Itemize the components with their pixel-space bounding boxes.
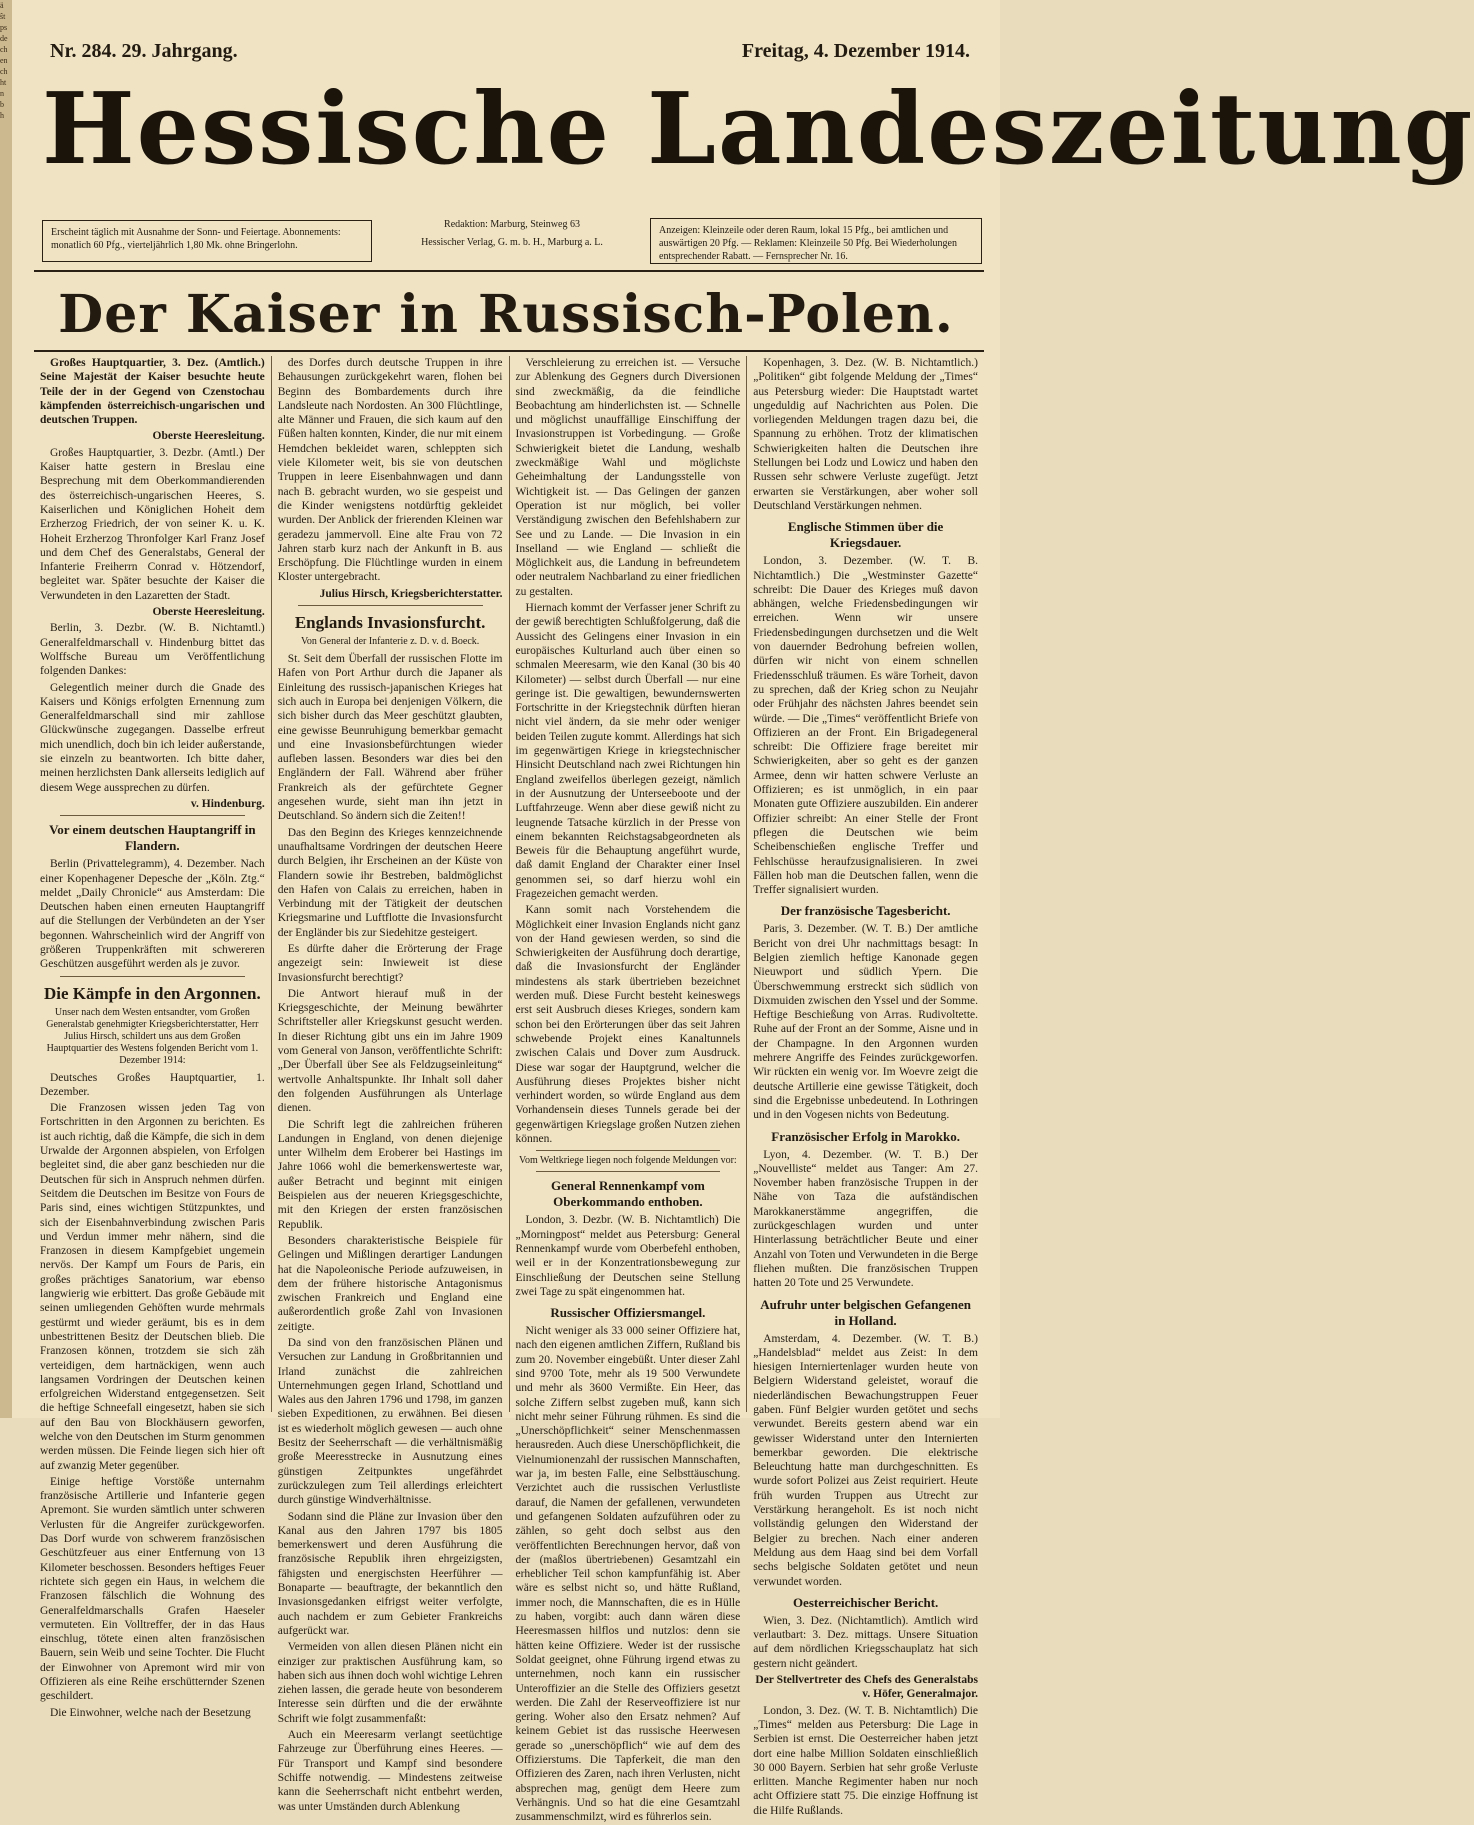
binding-edge	[0, 0, 12, 1418]
article-paragraph: Deutsches Großes Hauptquartier, 1. Dezember.	[40, 1071, 265, 1098]
article-paragraph: Vermeiden von allen diesen Plänen nicht ein einziger zur praktischen Ausführung kam, so haben sich aus ihnen doch wohl wichtige Lehren ziehen lassen, die gerade heute von besonderem Interesse sein dürften und die der erwähnte Schrift wie folgt zusammenfaßt:	[277, 1641, 503, 1725]
article-paragraph: Berlin (Privattelegramm), 4. Dezember. Nach einer Kopenhagener Depesche der „Köln. Ztg.“ meldet „Daily Chronicle“ aus Amsterdam: Die Deutschen haben einen erneuten Hauptangriff auf die Stellungen der Verbündeten an der Yser begonnen. Wahrscheinlich wird der Angriff von größeren Truppenkräften mit schwereren Geschützen ausgeführt werden als je zuvor.	[40, 858, 265, 971]
divider	[60, 976, 245, 977]
binding-fragment: de	[0, 34, 8, 43]
article-columns	[34, 356, 984, 1824]
binding-fragment: en	[0, 56, 8, 65]
article-paragraph: London, 3. Dezember. (W. T. B. Nichtamtlich.) Die „Westminster Gazette“ schreibt: Die Dauer des Krieges muß davon abhängen, welche Friedensbedingungen wir erreichen. Wenn wir unsere Friedensbedingungen durchsetzen und die Welt von dauernder Bedrohung befreien wollen, dürfen wir nicht von einem schnellen Friedensschluß träumen. Es wäre Torheit, davon zu sprechen, daß der Krieg schon zu Neujahr oder Frühjahr des nächsten Jahres beendet sein würde. — Die „Times“ veröffentlicht Briefe von Offizieren an der Front. Ein Brigadegeneral schreibt: Die Offiziere frage bereitet mir Schwierigkeiten, aber so geht es der ganzen Armee, denn wir hatten schwere Verluste an Offizieren; es ist unmöglich, in ein paar Monaten gute Offiziere auszubilden. Ein anderer Offizier schreibt: An einer Stelle der Front pflegen die Deutschen wie beim Scheibenschießen englische Treffer und Fehlschüsse heraufzusignalisieren. In zwei Fällen hob man die Deutschen fallen, wenn die Treffer signalisiert wurden.	[753, 555, 978, 897]
binding-fragment: ht	[0, 78, 7, 87]
top-divider	[34, 270, 984, 272]
section-heading: Aufruhr unter belgischen Gefangenen in Holland.	[760, 1296, 972, 1328]
column-2	[271, 356, 509, 1813]
signature: Der Stellvertreter des Chefs des Generalstabs v. Höfer, Generalmajor.	[755, 1674, 978, 1701]
divider	[298, 605, 483, 606]
article-paragraph: Da sind von den französischen Plänen und Versuchen zur Landung in Großbritannien und Irland zunächst die zahlreichen Unternehmungen gegen Irland, Schottland und Wales aus den Jahren 1796 und 1798, im ganzen sieben Expeditionen, zu erwähnen. Bei diesen ist es wiederholt möglich gewesen — auch ohne Besitz der Seeherrschaft — die verhältnismäßig große Meeresstrecke in Ausnutzung eines günstigen Zeitpunktes ungefährdet zurückzulegen zum Teil allerdings erleichtert durch günstige Windverhältnisse.	[277, 1337, 503, 1507]
subscription-info: Erscheint täglich mit Ausnahme der Sonn- und Feiertage. Abonnements: monatlich 60 Pfg., vierteljährlich 1,80 Mk. ohne Bringerlohn.	[42, 220, 372, 262]
article-paragraph: Auch ein Meeresarm verlangt seetüchtige Fahrzeuge zur Überführung eines Heeres. — Für Transport und Kampf sind besondere Schiffe notwendig. — Mindestens zeitweise kann die Seeherrschaft nicht entbehrt werden, was unter Umständen durch Ablenkung	[277, 1729, 503, 1813]
binding-fragment: ä	[0, 1, 4, 10]
article-paragraph: St. Seit dem Überfall der russischen Flotte im Hafen von Port Arthur durch die Japaner als Einleitung des russisch-japanischen Krieges hat sich auch in Europa bei denjenigen Völkern, die sich bisher durch das Meer geschützt glaubten, eine gewisse Beunruhigung bemerkbar gemacht und eine Invasionsbefürchtungen wieder aufleben lassen. Besonders war dies bei den Engländern der Fall. Während aber früher Frankreich als der gefürchtete Gegner angesehen wurde, sieht man ihn jetzt in Deutschland. So ändern sich die Zeiten!!	[277, 653, 503, 823]
article-paragraph: Großes Hauptquartier, 3. Dezbr. (Amtl.) Der Kaiser hatte gestern in Breslau eine Besprechung mit dem Oberkommandierenden des österreichisch-ungarischen Heeres, S. Kaiserlichen und Königlichen Hoheit dem Erzherzog Friedrich, der von seiner K. u. K. Hoheit Erzherzog Thronfolger Karl Franz Josef und dem Chef des Generalstabs, General der Infanterie Freiherrn Conrad v. Hötzendorf, begleitet war. Später besuchte der Kaiser die Verwundeten in den Lazaretten der Stadt.	[40, 446, 265, 602]
column-1	[34, 356, 271, 1719]
article-paragraph: Die Franzosen wissen jeden Tag von Fortschritten in den Argonnen zu berichten. Es ist auch richtig, daß die Kämpfe, die sich in dem Urwalde der Argonnen abspielen, von Erfolgen begleitet sind, die aber ganz beschieden nur die Deutschen für sich in Anspruch nehmen dürfen. Seitdem die Deutschen im Besitze von Fours de Paris sind, eines wichtigen Stützpunktes, und sich der Eisenbahnverbindung zwischen Paris und Verdun immer mehr nähern, sind die Franzosen in diesem Kampfgebiet ungemein nervös. Der Kampf um Fours de Paris, ein großes prächtiges Sanatorium, war ebenso langwierig wie erbittert. Das große Gebäude mit seinen umliegenden Gehöften wurde mehrmals gestürmt und wieder geräumt, bis es in dem unbestrittenen Besitz der Deutschen blieb. Die Franzosen können, trotzdem sie sich zäh verteidigen, dem hartnäckigen, wenn auch langsamen Vordringen der Deutschen keinen erfolgreichen Widerstand entgegensetzen. Seit die heftige Schneefall eingesetzt, haben sie sich auf den Bau von Blockhäusern geworfen, welche von den Deutschen im Sturm genommen werden müssen. Die Feinde liegen sich hier oft auf zwanzig Meter gegenüber.	[40, 1102, 265, 1472]
article-paragraph: Amsterdam, 4. Dezember. (W. T. B.) „Handelsblad“ meldet aus Zeist: In dem hiesigen Interniertenlager wurden heute von Belgiern Widerstand geleistet, worauf die niederländischen Bewachungstruppen Feuer gaben. Fünf Belgier wurden getötet und sechs verwundet. Bereits gestern abend war ein gewisser Widerstand unter den Internierten bemerkbar geworden. Die elektrische Beleuchtung hatte man durchgeschnitten. Es wurde sofort Polizei aus Zeist requiriert. Heute früh wurden Truppen aus Utrecht zur Verstärkung herangeholt. Es ist noch nicht vollständig gelungen den Widerstand der Belgier zu brechen. Nach einer anderen Meldung aus dem Haag sind bei dem Vorfall sechs belgische Soldaten getötet und neun verwundet worden.	[753, 1332, 978, 1588]
advertising-info: Anzeigen: Kleinzeile oder deren Raum, lokal 15 Pfg., bei amtlichen und auswärtigen 20 Pfg. — Reklamen: Kleinzeile 50 Pfg. Bei Wiederholungen entsprechender Rabatt. — Fernsprecher Nr. 16.	[650, 218, 982, 264]
signature: Oberste Heeresleitung.	[152, 606, 265, 619]
column-4	[746, 356, 984, 1817]
article-paragraph: Die Einwohner, welche nach der Besetzung	[50, 1706, 251, 1719]
divider	[60, 815, 245, 816]
article-paragraph: Berlin, 3. Dezbr. (W. B. Nichtamtl.) Generalfeldmarschall v. Hindenburg bittet das Wolffsche Bureau um Veröffentlichung folgenden Dankes:	[40, 622, 265, 678]
binding-fragment: ps	[0, 23, 8, 32]
binding-fragment: n	[0, 89, 4, 98]
section-subtitle: Unser nach dem Westen entsandter, vom Großen Generalstab genehmigter Kriegsberichterstatter, Herr Julius Hirsch, schildert uns aus dem Großen Hauptquartier des Westens folgenden Bericht vom 1. Dezember 1914:	[46, 1006, 259, 1066]
issue-line	[50, 40, 970, 63]
section-heading: Französischer Erfolg in Marokko.	[771, 1128, 960, 1144]
editorial-info	[392, 216, 632, 252]
section-heading: Oesterreichischer Bericht.	[792, 1594, 939, 1610]
article-paragraph: Paris, 3. Dezember. (W. T. B.) Der amtliche Bericht von drei Uhr nachmittags besagt: In Belgien ziemlich heftige Kanonade gegen Nieuwport und südlich Ypern. Die Überschwemmung erstreckt sich südlich von Dixmuiden zwischen den Yssel und der Somme. Heftige Beschießung von Arras. Rudivoltette. Ruhe auf der Front an der Somme, Aisne und in der Champagne. In den Argonnen wurden mehrere Angriffe des Feindes zurückgeworfen. Wir rückten ein wenig vor. Im Woevre zeigt die deutsche Artillerie eine gewisse Tätigkeit, doch sind die Ergebnisse unbedeutend. In Lothringen und in den Vogesen nichts von Bedeutung.	[753, 923, 978, 1122]
binding-fragment: ch	[0, 45, 8, 54]
article-paragraph: Es dürfte daher die Erörterung der Frage angezeigt sein: Inwieweit ist diese Invasionsfurcht berechtigt?	[277, 942, 503, 984]
signature: Oberste Heeresleitung.	[152, 430, 265, 443]
article-paragraph: Wien, 3. Dez. (Nichtamtlich). Amtlich wird verlautbart: 3. Dez. mittags. Unsere Situation auf dem nördlichen Kriegsschauplatz hat sich gestern nicht geändert.	[753, 1614, 978, 1670]
section-heading: Russischer Offiziersmangel.	[550, 1305, 706, 1321]
section-heading: Vor einem deutschen Hauptangriff in Flandern.	[49, 822, 256, 854]
article-paragraph: Hiernach kommt der Verfasser jener Schrift zu der gewiß berechtigten Schlußfolgerung, daß die Aussicht des Gelingens einer Invasion in ein europäisches Kulturland auch über einen so schmalen Meeresarm, wie den Kanal (30 bis 40 Kilometer) — selbst durch Überfall — nur eine geringe ist. Die gewaltigen, bewundernswerten Fortschritte in der Kriegstechnik dürften hieran nicht viel ändern, da sie mehr oder weniger beiden Teilen zugute kommt. Allerdings hat sich im gegenwärtigen Kriege in kriegstechnischer Hinsicht Deutschland nach zwei Richtungen hin England zweifellos überlegen gezeigt, nämlich in der Ausnutzung der Unterseeboote und der Luftfahrzeuge. Wenn aber diese gewiß nicht zu leugnende Tatsache kürzlich in der Presse von einem bekannten Reichstagsabgeordneten als Beweis für die Behauptung angeführt wurde, daß damit England der Charakter einer Insel genommen sei, so darf hierzu wohl ein Fragezeichen gemacht werden.	[515, 602, 741, 900]
article-paragraph: Das den Beginn des Krieges kennzeichnende unaufhaltsame Vordringen der deutschen Heere durch Belgien, ihr Erscheinen an der Küste von Flandern sowie ihr Bestreben, baldmöglichst den Hafen von Calais zu erreichen, haben in Verbindung mit der Tätigkeit der deutschen Kriegsmarine und Luftflotte die Invasionsfurcht der Engländer bis zur Siedehitze gesteigert.	[277, 826, 503, 939]
article-paragraph: Sodann sind die Pläne zur Invasion über den Kanal aus den Jahren 1797 bis 1805 bemerkenswert und deren Ausführung die französische Republik ihren ehrgeizigsten, fähigsten und energischsten Heerführer — Bonaparte — beauftragte, der bekanntlich den Invasionsgedanken eifrigst weiter verfolgte, auch nachdem er zum Gebieter Frankreichs aufgerückt war.	[277, 1510, 503, 1637]
article-paragraph: Verschleierung zu erreichen ist. — Versuche zur Ablenkung des Gegners durch Diversionen sind zweckmäßig, da die feindliche Beobachtung am hinderlichsten ist. — Schnelle und möglichst unauffällige Einschiffung der Invasionstruppen ist Vorbedingung. — Große Schwierigkeit bietet die Landung, weshalb zweckmäßige Wahl und möglichste Geheimhaltung der Landungsstelle von Wichtigkeit ist. — Das Gelingen der ganzen Operation ist nur möglich, bei voller Verständigung zwischen den Befehlshabern zur See und zu Lande. — Die Invasion in ein Inselland — wie England — schließt die Möglichkeit aus, die Landung in befreundetem oder neutralem Nachbarland zu einer friedlichen zu gestalten.	[515, 357, 741, 598]
article-paragraph: Kann somit nach Vorstehendem die Möglichkeit einer Invasion Englands nicht ganz von der Hand gewiesen werden, so sind die Schwierigkeiten der Ausführung doch derartige, daß die Invasionsfurcht der Engländer mindestens als stark übertrieben bezeichnet werden muß. Diese Furcht besteht keineswegs erst seit Ausbruch dieses Krieges, sondern kam schon bei den Erörterungen über das seit Jahren schwebende Projekt eines Kanaltunnels zwischen Calais und Dover zum Ausdruck. Diese war sogar der Hauptgrund, welcher die Ausführung dieses Projektes bisher nicht verhindert worden, so würde England aus dem Vorhandensein dieses Tunnels gerade bei der gegenwärtigen Kriegslage großen Nutzen ziehen können.	[515, 904, 741, 1146]
article-paragraph: Großes Hauptquartier, 3. Dez. (Amtlich.) Seine Majestät der Kaiser besuchte heute Teile der in der Gegend von Czenstochau kämpfenden österreichisch-ungarischen und deutschen Truppen.	[40, 357, 265, 427]
publisher-address: Hessischer Verlag, G. m. b. H., Marburg a. L.	[421, 237, 603, 248]
newspaper-page	[12, 0, 1474, 1824]
article-paragraph: Kopenhagen, 3. Dez. (W. B. Nichtamtlich.) „Politiken“ gibt folgende Meldung der „Times“ aus Petersburg wieder: Die Hauptstadt wartet ungeduldig auf Nachrichten aus Polen. Die vorliegenden Meldungen tragen dazu bei, die Spannung zu erhöhen. Trotz der klimatischen Schwierigkeiten halten die Deutschen ihre Stellungen bei Lodz und Lowicz und haben den Russen sehr schwere Verluste zugefügt. Jetzt erwarten sie Verstärkungen, aber woher soll Deutschland Verstärkungen nehmen.	[753, 357, 978, 512]
signature: Julius Hirsch, Kriegsberichterstatter.	[319, 587, 503, 600]
section-heading: Englands Invasionsfurcht.	[294, 613, 486, 633]
section-subtitle: Von General der Infanterie z. D. v. d. Boeck.	[300, 636, 480, 648]
section-heading: General Rennenkampf vom Oberkommando enthoben.	[550, 1178, 705, 1210]
divider	[536, 1150, 721, 1151]
info-bar	[32, 212, 982, 268]
editorial-address: Redaktion: Marburg, Steinweg 63	[444, 219, 580, 230]
divider	[536, 1171, 721, 1172]
binding-fragment: h	[0, 111, 4, 120]
section-heading: Die Kämpfe in den Argonnen.	[43, 983, 261, 1003]
section-heading: Der französische Tagesbericht.	[780, 903, 951, 919]
main-headline: Der Kaiser in Russisch-Polen.	[58, 284, 954, 345]
article-paragraph: des Dorfes durch deutsche Truppen in ihre Behausungen zurückgekehrt waren, flohen bei Beginn des Bombardements durch ihre Landsleute nach Nordosten. An 300 Flüchtlinge, alte Männer und Frauen, die sich kaum auf den Füßen halten konnten, Kinder, die nur mit einem Hemdchen bekleidet waren, schleppten sich viele Kilometer weit, bis sie von deutschen Truppen in leere Eisenbahnwagen und dann nach B. gebracht wurden, wo sie gespeist und die Kinder wenigstens notdürftig gekleidet wurden. Der Anblick der frierenden Kleinen war geradezu jammervoll. Eine alte Frau von 72 Jahren starb kurz nach der Ankunft in B. aus Erschöpfung. Die Flüchtlinge wurden in einem Kloster untergebracht.	[277, 357, 503, 584]
binding-fragment: ch	[0, 67, 8, 76]
article-paragraph: Die Antwort hierauf muß in der Kriegsgeschichte, der Meinung bewährter Schriftsteller aller Kriegskunst gesucht werden. In dieser Richtung gibt uns ein im Jahre 1909 vom General von Janson, veröffentlichte Schrift: „Der Überfall über See als Feldzugseinleitung“ wertvolle Anhaltspunkte. Ihr Inhalt soll daher den folgenden Ausführungen als Unterlage dienen.	[277, 987, 503, 1115]
article-paragraph: London, 3. Dezbr. (W. B. Nichtamtlich) Die „Morningpost“ meldet aus Petersburg: General Rennenkampf wurde vom Oberbefehl enthoben, weil er in der Konzentrationsbewegung zur Einschließung der Deutschen seine Stellung zwei Tage zu spät eingenommen hat.	[515, 1214, 741, 1298]
binding-fragment: ŝt	[0, 12, 6, 21]
article-paragraph: Besonders charakteristische Beispiele für Gelingen und Mißlingen derartiger Landungen hat die Napoleonische Periode aufzuweisen, in dem der frühere historische Antagonismus zwischen Frankreich und England eine außerordentlich große Zahl von Invasionen zeitigte.	[277, 1234, 503, 1333]
section-subtitle: Vom Weltkriege liegen noch folgende Meldungen vor:	[519, 1155, 737, 1167]
issue-date: Freitag, 4. Dezember 1914.	[741, 40, 970, 62]
issue-number: Nr. 284. 29. Jahrgang.	[50, 40, 238, 62]
section-heading: Englische Stimmen über die Kriegsdauer.	[787, 519, 944, 551]
article-paragraph: London, 3. Dez. (W. T. B. Nichtamtlich) Die „Times“ melden aus Petersburg: Die Lage in Serbien ist ernst. Die Oesterreicher haben jetzt dort eine halbe Million Soldaten einschließlich 30 000 Bayern. Serbien hat sehr große Verluste erlitten. Manche Regimenter haben nur noch acht Offiziere statt 75. Die einzige Hoffnung ist die Hilfe Rußlands.	[753, 1704, 978, 1817]
article-paragraph: Gelegentlich meiner durch die Gnade des Kaisers und Königs erfolgten Ernennung zum Generalfeldmarschall sind mir zahllose Glückwünsche zugegangen. Dasselbe erfreut mich unendlich, doch bin ich leider außerstande, sie einzeln zu beantworten. Ich bitte daher, meinen herzlichsten Dank allerseits lediglich auf diesem Wege aussprechen zu dürfen.	[40, 681, 265, 794]
masthead-title: Hessische Landeszeitung	[42, 72, 1474, 187]
article-paragraph: Einige heftige Vorstöße unternahm französische Artillerie und Infanterie gegen Apremont. Sie wurden sämtlich unter schweren Verlusten für die Angreifer zurückgeworfen. Das Dorf wurde von schwerem französischen Geschützfeuer aus einer Entfernung von 13 Kilometer beschossen. Besonders heftiges Feuer richtete sich gegen ein Haus, in welchem die Franzosen fälschlich die Wohnung des Generalfeldmarschalls Grafen Haeseler vermuteten. Ein Volltreffer, der in das Haus einschlug, tötete einen alten französischen Bauern, sein Weib und seine Tochter. Die Flucht der Einwohner von Apremont wird mir von Offizieren als eine Reihe erschütternder Szenen geschildert.	[40, 1475, 265, 1703]
article-paragraph: Die Schrift legt die zahlreichen früheren Landungen in England, von denen diejenige unter Wilhelm dem Eroberer bei Hastings im Jahre 1066 wohl die bemerkenswerteste war, außer Betracht und beginnt mit einigen Beispielen aus der neueren Kriegsgeschichte, mit den Kriegen der ersten französischen Republik.	[277, 1118, 503, 1231]
signature: v. Hindenburg.	[190, 797, 265, 810]
article-paragraph: Nicht weniger als 33 000 seiner Offiziere hat, nach den eigenen amtlichen Ziffern, Rußland bis zum 20. November eingebüßt. Unter dieser Zahl sind 9700 Tote, mehr als 19 500 Verwundete und mehr als 3600 Vermißte. Ein Heer, das solche Ziffern selbst zugeben muß, kann sich nicht mehr seiner Führung rühmen. Es sind die „Unerschöpflichkeit“ seiner Menschenmassen herausreden. Auch diese Unerschöpflichkeit, die Vielnumionenzahl der russischen Mannschaften, war ja, im besten Falle, eine Selbsttäuschung. Verzichtet auch die russischen Verlustliste darauf, die Namen der gefallenen, verwundeten und gefangenen Soldaten aufzuführen oder zu zählen, so geht doch selbst aus den veröffentlichten Berechnungen hervor, daß von der (maßlos übertriebenen) Gesamtzahl ein erheblicher Teil schon kampfunfähig ist. Aber wäre es selbst nicht so, und hätte Rußland, immer noch, die Mannschaften, die es in Hülle zu haben, vorgibt: auch dann wären diese Heeresmassen hilflos und nutzlos: denn sie hätten keine Offiziere. Weder ist der russische Soldat geeignet, ohne Führung irgend etwas zu unternehmen, noch kann ein russischer Unteroffizier an die Stelle des Offiziers gesetzt werden. Die Zahl der Reserveoffiziere ist nur gering. Woher also den Ersatz nehmen? Auf keinem Gebiet ist das russische Heerwesen gerade so „unerschöpflich“ wie auf dem des Offizierstums. Die Tapferkeit, die man den Offizieren des Zaren, nach ihren Verlusten, nicht absprechen mag, genügt dem Heere zum Verhängnis. Und so hat die eine Gesamtzahl zusammenschmilzt, wird es führerlos sein.	[515, 1325, 741, 1824]
headline-divider	[34, 350, 984, 352]
column-3	[509, 356, 747, 1824]
article-paragraph: Lyon, 4. Dezember. (W. T. B.) Der „Nouvelliste“ meldet aus Tanger: Am 27. November haben französische Truppen in der Nähe von Taza die aufständischen Marokkanerstämme angegriffen, die zurückgeschlagen wurden und unter Hinterlassung beträchtlicher Beute und einer Anzahl von Toten und Verwundeten in die Berge fliehen mußten. Die französischen Truppen hatten 20 Tote und 25 Verwundete.	[753, 1148, 978, 1290]
binding-fragment: b	[0, 100, 4, 109]
